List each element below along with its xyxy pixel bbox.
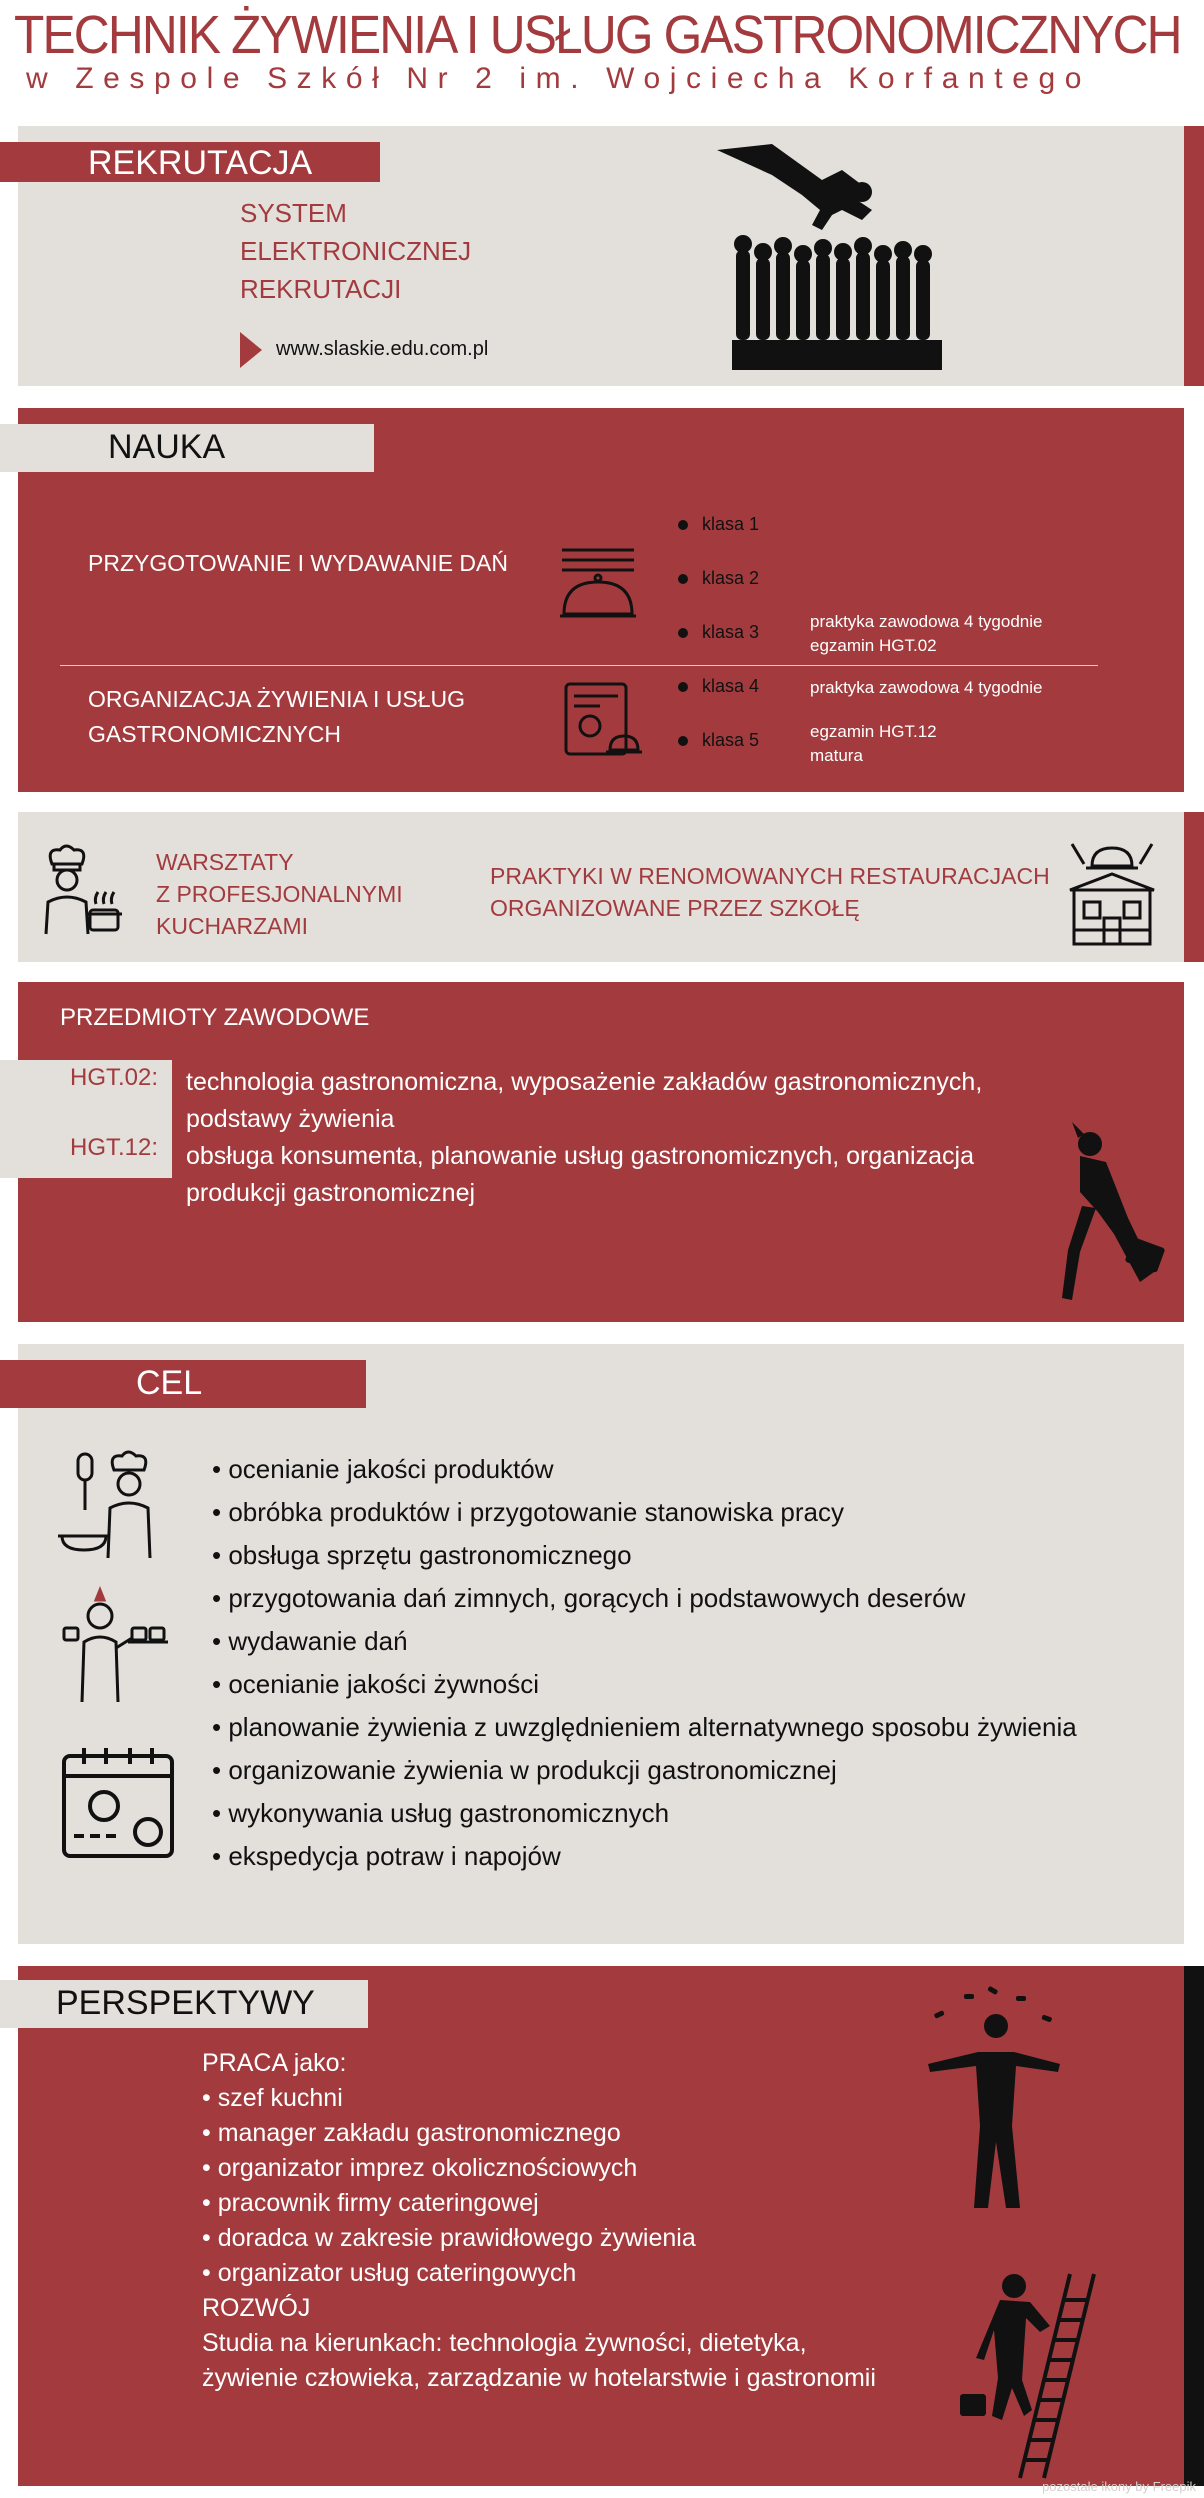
nauka-divider [60, 665, 1098, 666]
warsztaty-right-bar [1184, 812, 1204, 962]
code-hgt02: HGT.02: [70, 1064, 159, 1091]
class-item-3: klasa 3 [678, 622, 759, 643]
cel-item-7: • planowanie żywienia z uwzględnieniem alternatywnego sposobu żywienia [212, 1712, 1077, 1742]
cel-item-9: • wykonywania usług gastronomicznych [212, 1798, 670, 1828]
przedmioty-line-3: obsługa konsumenta, planowanie usług gastronomicznych, organizacja [186, 1142, 974, 1170]
praca-item-3: • organizator imprez okolicznościowych [202, 2154, 638, 2182]
nauka-note-k5 [810, 720, 937, 768]
cel-item-8: • organizowanie żywienia w produkcji gastronomicznej [212, 1755, 837, 1785]
arrow-icon [240, 332, 262, 368]
waiter-icon [62, 1586, 170, 1706]
juggling-man-icon [924, 1986, 1064, 2212]
cloche-cutlery-icon [556, 542, 640, 622]
nauka-program-2-line-1: ORGANIZACJA ŻYWIENIA I USŁUG [88, 686, 466, 712]
przedmioty-line-1: technologia gastronomiczna, wyposażenie zakładów gastronomicznych, [186, 1068, 983, 1096]
cel-item-6: • ocenianie jakości żywności [212, 1669, 540, 1699]
rekrutacja-heading: REKRUTACJA [88, 144, 313, 182]
rekrutacja-text [240, 194, 471, 308]
note-k3-line-2: egzamin HGT.02 [810, 636, 937, 655]
recipe-book-icon [560, 680, 644, 766]
rozwoj-line-2: żywienie człowieka, zarządzanie w hotelarstwie i gastronomii [202, 2364, 876, 2392]
rozwoj-line-1: Studia na kierunkach: technologia żywności, dietetyka, [202, 2329, 807, 2357]
cel-item-3: • obsługa sprzętu gastronomicznego [212, 1540, 632, 1570]
warsztaty-line-1: WARSZTATY [156, 849, 294, 875]
meal-calendar-icon [60, 1744, 176, 1860]
cel-item-4: • przygotowania dań zimnych, gorących i podstawowych deserów [212, 1583, 966, 1613]
praca-label: PRACA jako: [202, 2049, 347, 2077]
praca-item-6: • organizator usług cateringowych [202, 2259, 577, 2287]
class-item-4: klasa 4 [678, 676, 759, 697]
praktyki-text [490, 860, 1050, 924]
praca-item-4: • pracownik firmy cateringowej [202, 2189, 539, 2217]
rekrutacja-line-3: REKRUTACJI [240, 274, 402, 304]
praktyki-line-1: PRAKTYKI W RENOMOWANYCH RESTAURACJACH [490, 863, 1050, 889]
cel-list [212, 1448, 1077, 1878]
perspektywy-right-bar [1184, 1966, 1204, 2486]
class-item-1: klasa 1 [678, 514, 759, 535]
przedmioty-line-2: podstawy żywienia [186, 1105, 395, 1133]
nauka-note-k4 [810, 678, 1042, 698]
crowd-superhero-icon [712, 140, 962, 370]
przedmioty-heading: PRZEDMIOTY ZAWODOWE [60, 1004, 370, 1031]
chef-cooking-icon [30, 842, 126, 938]
restaurant-icon [1062, 840, 1162, 948]
code-hgt12: HGT.12: [70, 1134, 159, 1161]
przedmioty-text [186, 1064, 982, 1212]
warsztaty-line-3: KUCHARZAMI [156, 913, 309, 939]
perspektywy-heading: PERSPEKTYWY [56, 1984, 315, 2022]
warsztaty-line-2: Z PROFESJONALNYMI [156, 881, 403, 907]
cel-item-10: • ekspedycja potraw i napojów [212, 1841, 561, 1871]
nauka-program-2-line-2: GASTRONOMICZNYCH [88, 721, 341, 747]
cel-heading: CEL [136, 1364, 203, 1402]
cel-item-5: • wydawanie dań [212, 1626, 408, 1656]
praca-item-1: • szef kuchni [202, 2084, 343, 2112]
leaping-businessman-icon [1050, 1122, 1172, 1302]
praca-item-2: • manager zakładu gastronomicznego [202, 2119, 621, 2147]
chef-serving-icon [58, 1450, 176, 1562]
rozwoj-label: ROZWÓJ [202, 2294, 311, 2322]
class-item-5: klasa 5 [678, 730, 759, 751]
cel-item-2: • obróbka produktów i przygotowanie stanowiska pracy [212, 1497, 844, 1527]
ladder-climber-icon [960, 2270, 1100, 2480]
note-k3-line-1: praktyka zawodowa 4 tygodnie [810, 612, 1043, 631]
note-k5-line-1: egzamin HGT.12 [810, 722, 937, 741]
praca-item-5: • doradca w zakresie prawidłowego żywienia [202, 2224, 696, 2252]
rekrutacja-link[interactable]: www.slaskie.edu.com.pl [276, 338, 489, 360]
note-k4-line-1: praktyka zawodowa 4 tygodnie [810, 678, 1043, 697]
przedmioty-line-4: produkcji gastronomicznej [186, 1179, 476, 1207]
nauka-heading: NAUKA [108, 428, 226, 466]
warsztaty-left-text [156, 846, 403, 942]
rekrutacja-right-bar [1184, 126, 1204, 386]
page-title: TECHNIK ŻYWIENIA I USŁUG GASTRONOMICZNYCH [14, 5, 1181, 65]
nauka-note-k3 [810, 610, 1042, 658]
class-item-2: klasa 2 [678, 568, 759, 589]
rekrutacja-line-2: ELEKTRONICZNEJ [240, 236, 472, 266]
page-subtitle: w Zespole Szkół Nr 2 im. Wojciecha Korfantego [26, 62, 1092, 95]
rekrutacja-line-1: SYSTEM [240, 198, 347, 228]
icon-credit: pozostałe ikony by Freepik [1042, 2479, 1196, 2494]
nauka-program-1: PRZYGOTOWANIE I WYDAWANIE DAŃ [88, 550, 508, 576]
praktyki-line-2: ORGANIZOWANE PRZEZ SZKOŁĘ [490, 895, 860, 921]
perspektywy-text [202, 2046, 876, 2396]
nauka-program-2 [88, 682, 465, 752]
note-k5-line-2: matura [810, 746, 863, 765]
cel-item-1: • ocenianie jakości produktów [212, 1454, 554, 1484]
